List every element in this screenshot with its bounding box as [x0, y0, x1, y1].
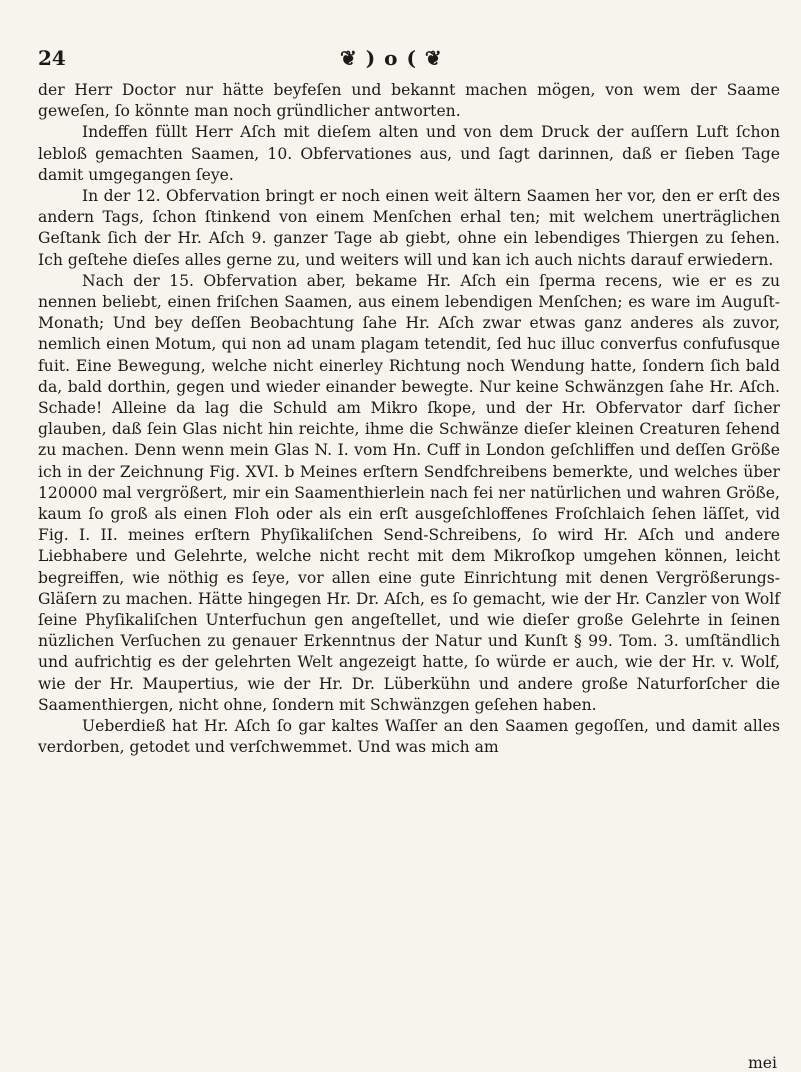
page-header — [0, 46, 801, 76]
body-text — [38, 80, 780, 759]
page-number: 24 — [38, 46, 66, 70]
paragraph: Nach der 15. Obfervation aber, bekame Hr. Aſch ein ſperma recens, wie er es zu nennen beliebt, einen friſchen Saamen, aus einem lebendigen Menſchen; es ware im Auguſt-Monath; Und bey deſſen Beobachtung ſahe Hr. Aſch zwar etwas ganz anderes als zuvor, nemlich einen Motum, qui non ad unam plagam tetendit, ſed huc illuc converfus confufusque fuit. Eine Bewegung, welche nicht einerley Richtung noch Wendung hatte, ſondern ſich bald da, bald dorthin, gegen und wieder einander bewegte. Nur keine Schwänzgen ſahe Hr. Aſch. Schade! Alleine da lag die Schuld am Mikro ſkope, und der Hr. Obfervator darf ſicher glauben, daß ſein Glas nicht hin reichte, ihme die Schwänze dieſer kleinen Creaturen ſehend zu machen. Denn wenn mein Glas N. I. vom Hn. Cuff in London geſchliffen und deſſen Größe ich in der Zeichnung Fig. XVI. b Meines erſtern Sendfchreibens bemerkte, und welches über 120000 mal vergrößert, mir ein Saamenthierlein nach fei ner natürlichen und wahren Größe, kaum ſo groß als einen Floh oder als ein erſt ausgeſchloffenes Froſchlaich ſehen läſſet, vid Fig. I. II. meines erſtern Phyſikaliſchen Send-Schreibens, ſo wird Hr. Aſch und andere Liebhabere und Gelehrte, welche nicht recht mit dem Mikroſkop umgehen können, leicht begreiffen, wie nöthig es ſeye, vor allen eine gute Einrichtung mit denen Vergrößerungs-Gläſern zu machen. Hätte hingegen Hr. Dr. Aſch, es ſo gemacht, wie der Hr. Canzler von Wolf ſeine Phyſikaliſchen Unterfuchun gen angeſtellet, und wie dieſer große Gelehrte in ſeinen nüzlichen Verſuchen zu genauer Erkenntnus der Natur und Kunſt § 99. Tom. 3. umſtändlich und aufrichtig es der gelehrten Welt angezeigt hatte, ſo würde er auch, wie der Hr. v. Wolf, wie der Hr. Maupertius, wie der Hr. Dr. Lüberkühn und andere große Naturforſcher die Saamenthiergen, nicht ohne, ſondern mit Schwänzgen geſehen haben. — [38, 271, 780, 714]
header-ornament: ❦ ) o ( ❦ — [340, 46, 443, 70]
paragraph: Indeffen füllt Herr Aſch mit dieſem alten und von dem Druck der auſſern Luft ſchon lebloß gemachten Saamen, 10. Obfervationes aus, und ſagt darinnen, daß er ſieben Tage damit umgegangen ſeye. — [38, 123, 780, 184]
paragraph: der Herr Doctor nur hätte beyfeſen und bekannt machen mögen, von wem der Saame geweſen, ſo könnte man noch gründlicher antworten. — [38, 81, 780, 121]
paragraph: In der 12. Obfervation bringt er noch einen weit ältern Saamen her vor, den er erſt des andern Tags, ſchon ſtinkend von einem Menſchen erhal ten; mit welchem unerträglichen Geſtank ſich der Hr. Aſch 9. ganzer Tage ab giebt, ohne ein lebendiges Thiergen zu ſehen. Ich geſtehe dieſes alles gerne zu, und weiters will und kan ich auch nichts darauf erwiedern. — [38, 187, 780, 269]
paragraph: Ueberdieß hat Hr. Aſch ſo gar kaltes Waſſer an den Saamen gegoſſen, und damit alles verdorben, getodet und verſchwemmet. Und was mich am — [38, 717, 780, 757]
catchword: mei — [747, 1054, 777, 1072]
